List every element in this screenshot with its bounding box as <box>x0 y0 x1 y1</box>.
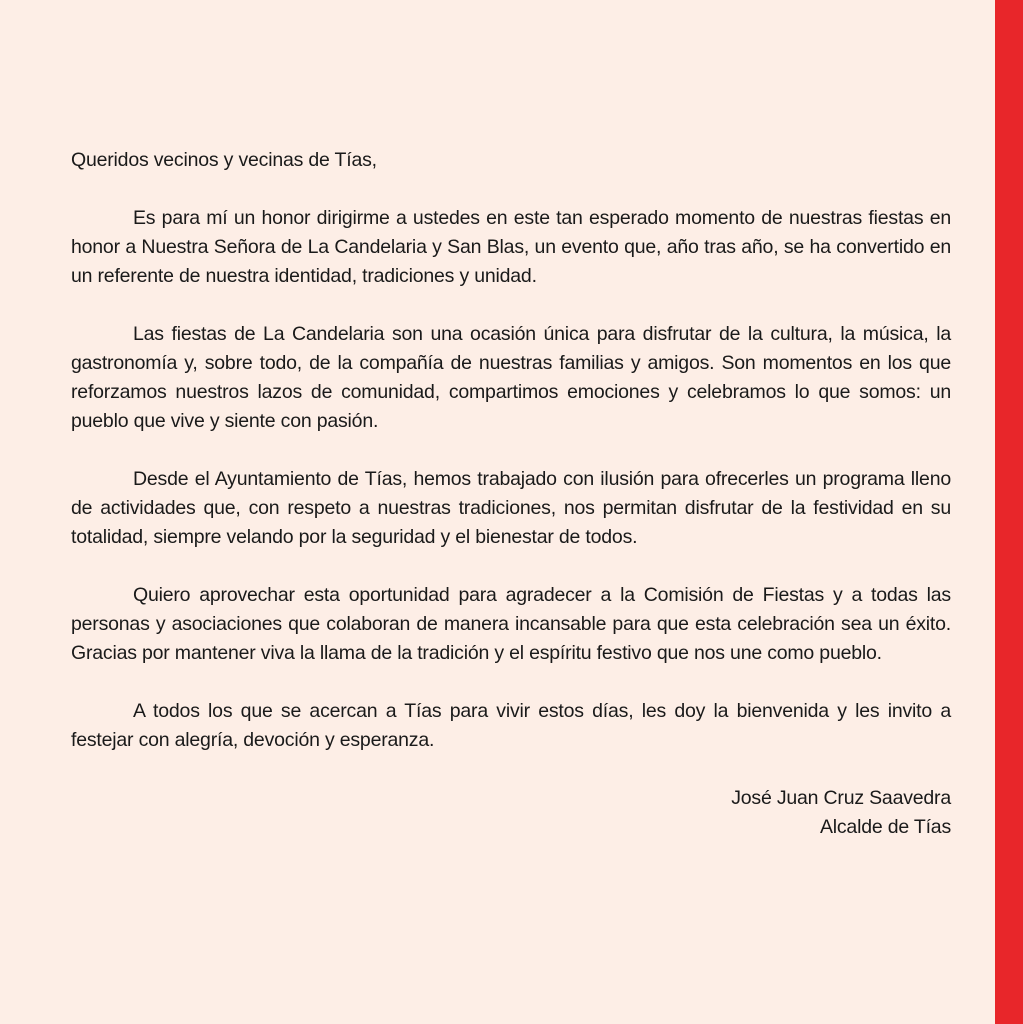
paragraph-2: Las fiestas de La Candelaria son una ocasión única para disfrutar de la cultura, la música, la gastronomía y, sobre todo, de la compañía de nuestras familias y amigos. Son momentos en los que reforzamos nuestros lazos de comunidad, compartimos emociones y celebramos lo que somos: un pueblo que vive y siente con pasión. <box>71 323 951 432</box>
paragraph-4: Quiero aprovechar esta oportunidad para agradecer a la Comisión de Fiestas y a todas las personas y asociaciones que colaboran de manera incansable para que esta celebración sea un éxito. Gracias por mantener viva la llama de la tradición y el espíritu festivo que nos une como pueblo. <box>71 584 951 664</box>
letter-body <box>71 146 951 842</box>
signature-title: Alcalde de Tías <box>819 816 951 838</box>
signature-name: José Juan Cruz Saavedra <box>731 787 951 809</box>
red-accent-bar <box>995 0 1023 1024</box>
paragraph-1: Es para mí un honor dirigirme a ustedes en este tan esperado momento de nuestras fiestas en honor a Nuestra Señora de La Candelaria y San Blas, un evento que, año tras año, se ha convertido en un referente de nuestra identidad, tradiciones y unidad. <box>71 207 951 287</box>
salutation: Queridos vecinos y vecinas de Tías, <box>71 149 377 171</box>
paragraph-5: A todos los que se acercan a Tías para vivir estos días, les doy la bienvenida y les invito a festejar con alegría, devoción y esperanza. <box>71 700 951 751</box>
paragraph-3: Desde el Ayuntamiento de Tías, hemos trabajado con ilusión para ofrecerles un programa lleno de actividades que, con respeto a nuestras tradiciones, nos permitan disfrutar de la festividad en su totalidad, siempre velando por la seguridad y el bienestar de todos. <box>71 468 951 548</box>
signature-block <box>71 784 951 842</box>
